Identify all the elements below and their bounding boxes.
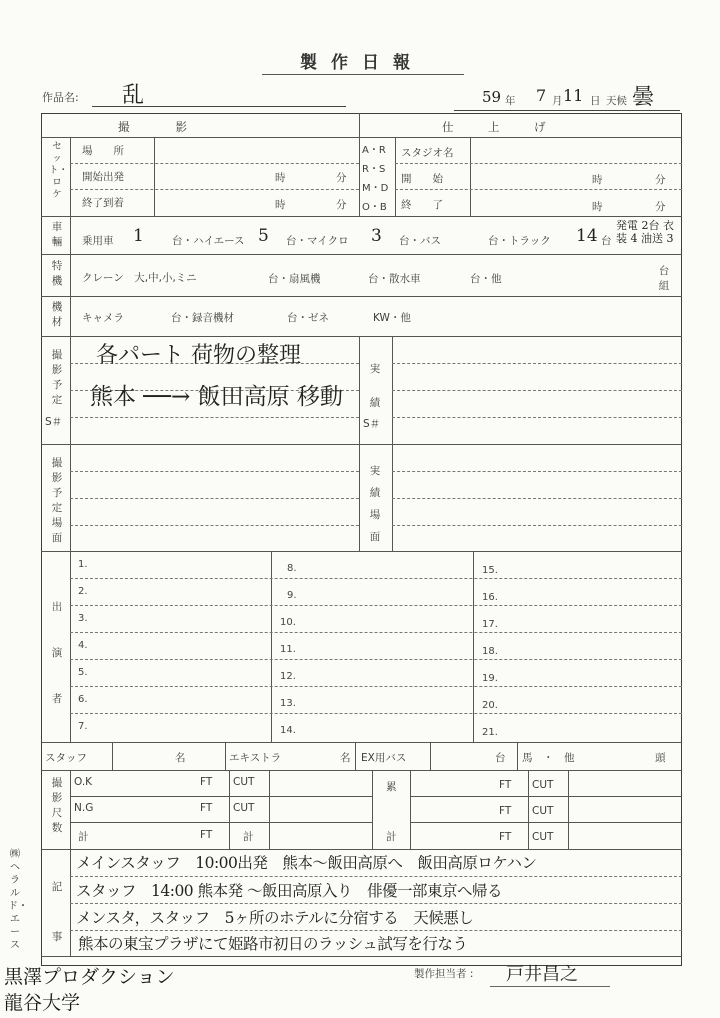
- minute-unit: 分: [336, 199, 347, 211]
- date-year: 59: [482, 88, 502, 106]
- day-label: 日: [590, 95, 601, 107]
- cast-number: 21.: [482, 727, 498, 738]
- rule: [359, 336, 360, 551]
- archive-watermark-line-2: 龍谷大学: [4, 992, 81, 1014]
- rule: [41, 956, 682, 957]
- sprinkler-label: 台・散水車: [368, 273, 421, 285]
- cast-number: 19.: [482, 673, 498, 684]
- micro-count: 3: [371, 226, 382, 246]
- car-label: 乗用車: [82, 235, 114, 247]
- staff-count-unit: 名: [175, 752, 186, 764]
- rule: [517, 742, 518, 770]
- rule: [410, 770, 411, 849]
- rule: [359, 113, 360, 216]
- total-label: 計: [78, 831, 89, 843]
- date-underline: [454, 110, 680, 111]
- archive-watermark-line-1: 黒澤プロダクション: [4, 966, 175, 988]
- cut-unit: CUT: [532, 805, 554, 817]
- ok-label: O.K: [74, 776, 93, 788]
- hour-unit: 時: [592, 201, 603, 213]
- rule: [41, 551, 682, 552]
- cut-unit: CUT: [532, 779, 554, 791]
- units-group-label: 台組: [658, 265, 670, 292]
- vehicles-note: 発電 2台 衣装 4 油送 3: [616, 219, 674, 245]
- cast-number: 17.: [482, 619, 498, 630]
- ft-unit: FT: [200, 829, 213, 841]
- rule: [70, 137, 71, 216]
- ft-unit: FT: [499, 831, 512, 843]
- code-ob: O・B: [362, 202, 387, 213]
- generator-label: 台・ゼネ: [287, 312, 329, 324]
- sound-equipment-label: 台・録音機材: [171, 312, 234, 324]
- manager-underline: [490, 986, 610, 987]
- minute-unit: 分: [655, 174, 666, 186]
- finish-start-label: 開 始: [401, 173, 443, 185]
- cast-label: 出演者: [51, 601, 63, 705]
- actual-scene-number-label: S＃: [363, 418, 381, 430]
- rule: [70, 216, 71, 336]
- rule: [70, 796, 372, 797]
- cast-number: 12.: [280, 671, 296, 682]
- cast-number: 16.: [482, 592, 498, 603]
- rule: [70, 163, 359, 164]
- studio-name-label: スタジオ名: [401, 147, 454, 159]
- cast-number: 11.: [280, 644, 296, 655]
- rule: [70, 686, 682, 687]
- rule: [410, 796, 682, 797]
- minute-unit: 分: [336, 172, 347, 184]
- horse-other-label: 馬 ・ 他: [522, 752, 575, 764]
- rule: [70, 336, 71, 551]
- micro-label: 台・マイクロ: [286, 235, 349, 247]
- footage-label: 撮影尺数: [51, 777, 63, 834]
- finish-header: 仕 上 げ: [442, 120, 546, 134]
- rule: [568, 770, 569, 849]
- rule: [41, 444, 682, 445]
- cast-number: 3.: [78, 613, 88, 624]
- code-ar: A・R: [362, 145, 386, 156]
- end-arrival-label: 終了到着: [82, 197, 124, 209]
- cast-number: 5.: [78, 667, 88, 678]
- scene-number-label: S＃: [45, 416, 63, 428]
- rule: [70, 632, 682, 633]
- special-machinery-label: 特機: [51, 260, 63, 287]
- cumulative-label: 累: [386, 781, 397, 793]
- ex-bus-label: EX用バス: [361, 752, 407, 764]
- minute-unit: 分: [655, 201, 666, 213]
- weather-value: 曇: [632, 85, 655, 110]
- cast-number: 2.: [78, 586, 88, 597]
- cast-number: 6.: [78, 694, 88, 705]
- hiace-count: 5: [258, 226, 269, 246]
- truck-count: 14: [576, 226, 598, 246]
- finish-end-label: 終 了: [401, 199, 443, 211]
- month-label: 月: [552, 95, 563, 107]
- rule: [372, 770, 373, 849]
- bus-label: 台・バス: [399, 235, 441, 247]
- cast-number: 10.: [280, 617, 296, 628]
- note-line-4: 熊本の東宝プラザにて姫路市初日のラッシュ試写を行なう: [78, 935, 468, 953]
- actual-scenes-label: 実績場面: [369, 465, 381, 543]
- equipment-label: 機材: [51, 301, 63, 328]
- rule: [229, 770, 230, 849]
- rule: [430, 742, 431, 770]
- extra-label: エキストラ: [229, 752, 282, 764]
- cast-number: 7.: [78, 721, 88, 732]
- hiace-label: 台・ハイエース: [172, 235, 245, 247]
- work-name-value: 乱: [122, 83, 145, 108]
- cut-unit: CUT: [233, 776, 255, 788]
- cast-number: 9.: [287, 590, 297, 601]
- year-label: 年: [505, 95, 516, 107]
- rule: [70, 417, 359, 418]
- rule: [41, 254, 682, 255]
- shoot-header: 撮 影: [118, 120, 187, 134]
- ft-unit: FT: [200, 776, 213, 788]
- staff-label: スタッフ: [45, 752, 87, 764]
- rule: [355, 742, 356, 770]
- cut-unit: CUT: [233, 802, 255, 814]
- rule: [154, 137, 155, 216]
- rule: [41, 336, 682, 337]
- truck-label: 台・トラック: [488, 235, 551, 247]
- horse-count-unit: 頭: [655, 752, 666, 764]
- rule: [70, 903, 682, 904]
- car-count: 1: [133, 226, 144, 246]
- crane-label: クレーン 大,中,小,ミニ: [82, 272, 197, 284]
- code-md: M・D: [362, 183, 389, 194]
- rule: [70, 498, 359, 499]
- note-line-2: スタッフ 14:00 熊本発 〜飯田高原入り 俳優一部東京へ帰る: [76, 882, 503, 900]
- notes-label: 記事: [51, 881, 63, 943]
- cast-number: 15.: [482, 565, 498, 576]
- rule: [70, 930, 682, 931]
- ft-unit: FT: [499, 805, 512, 817]
- total-label: 計: [243, 831, 254, 843]
- rule: [70, 525, 359, 526]
- hour-unit: 時: [275, 172, 286, 184]
- form-title: 製作日報: [300, 53, 424, 73]
- rule: [70, 471, 359, 472]
- schedule-label: 撮影予定: [51, 349, 63, 406]
- rule: [70, 659, 682, 660]
- rule: [392, 471, 682, 472]
- rule: [392, 417, 682, 418]
- work-name-label: 作品名:: [42, 91, 79, 104]
- schedule-line-2: 熊本 ──→ 飯田高原 移動: [90, 384, 343, 410]
- rule: [41, 296, 682, 297]
- production-manager-value: 戸井昌之: [506, 964, 578, 985]
- rule: [392, 525, 682, 526]
- ft-unit: FT: [200, 802, 213, 814]
- actual-label: 実績: [369, 363, 381, 409]
- hour-unit: 時: [592, 174, 603, 186]
- start-departure-label: 開始出発: [82, 171, 124, 183]
- code-rs: R・S: [362, 164, 386, 175]
- rule: [112, 742, 113, 770]
- hour-unit: 時: [275, 199, 286, 211]
- cumulative-total-label: 計: [386, 831, 397, 843]
- rule: [70, 713, 682, 714]
- rule: [395, 189, 682, 190]
- truck-unit: 台: [601, 235, 612, 247]
- ft-unit: FT: [499, 779, 512, 791]
- rule: [528, 770, 529, 849]
- cast-number: 14.: [280, 725, 296, 736]
- rule: [392, 363, 682, 364]
- production-manager-label: 製作担当者 :: [414, 968, 474, 980]
- kw-label: KW・他: [373, 312, 411, 324]
- cast-number: 18.: [482, 646, 498, 657]
- rule: [392, 390, 682, 391]
- note-line-3: メンスタ，スタッフ 5ヶ所のホテルに分宿する 天候悪し: [76, 909, 474, 927]
- rule: [70, 822, 372, 823]
- company-vertical-label: ㈱ヘラルド・エース: [8, 849, 28, 951]
- rule: [41, 849, 682, 850]
- cut-unit: CUT: [532, 831, 554, 843]
- weather-label: 天候: [606, 95, 627, 107]
- rule: [70, 578, 682, 579]
- date-month: 7: [536, 86, 547, 105]
- rule: [470, 137, 471, 216]
- rule: [70, 770, 71, 849]
- rule: [41, 216, 682, 217]
- rule: [269, 770, 270, 849]
- vehicles-label: 車輛: [51, 221, 63, 248]
- cast-number: 4.: [78, 640, 88, 651]
- rule: [392, 498, 682, 499]
- set-location-side-label: セット・ロケ: [49, 141, 69, 200]
- work-name-underline: [92, 106, 346, 107]
- cast-number: 1.: [78, 559, 88, 570]
- rule: [70, 876, 682, 877]
- rule: [41, 137, 682, 138]
- rule: [395, 137, 396, 216]
- rule: [392, 336, 393, 551]
- bus-count-unit: 台: [495, 752, 506, 764]
- schedule-line-1: 各パート 荷物の整理: [96, 343, 301, 368]
- note-line-1: メインスタッフ 10:00出発 熊本〜飯田高原へ 飯田高原ロケハン: [76, 854, 537, 872]
- extra-count-unit: 名: [340, 752, 351, 764]
- rule: [225, 742, 226, 770]
- cast-number: 8.: [287, 563, 297, 574]
- rule: [41, 742, 682, 743]
- ng-label: N.G: [74, 802, 94, 814]
- scenes-label: 撮影予定場面: [51, 457, 63, 544]
- rule: [395, 163, 682, 164]
- date-day: 11: [563, 86, 584, 105]
- rule: [70, 605, 682, 606]
- fan-label: 台・扇風機: [268, 273, 321, 285]
- place-label: 場 所: [82, 145, 124, 157]
- special-other-label: 台・他: [470, 273, 502, 285]
- title-underline: [262, 74, 464, 75]
- rule: [410, 822, 682, 823]
- cast-number: 20.: [482, 700, 498, 711]
- cast-number: 13.: [280, 698, 296, 709]
- rule: [70, 189, 359, 190]
- camera-label: キャメラ: [82, 312, 124, 324]
- rule: [41, 770, 682, 771]
